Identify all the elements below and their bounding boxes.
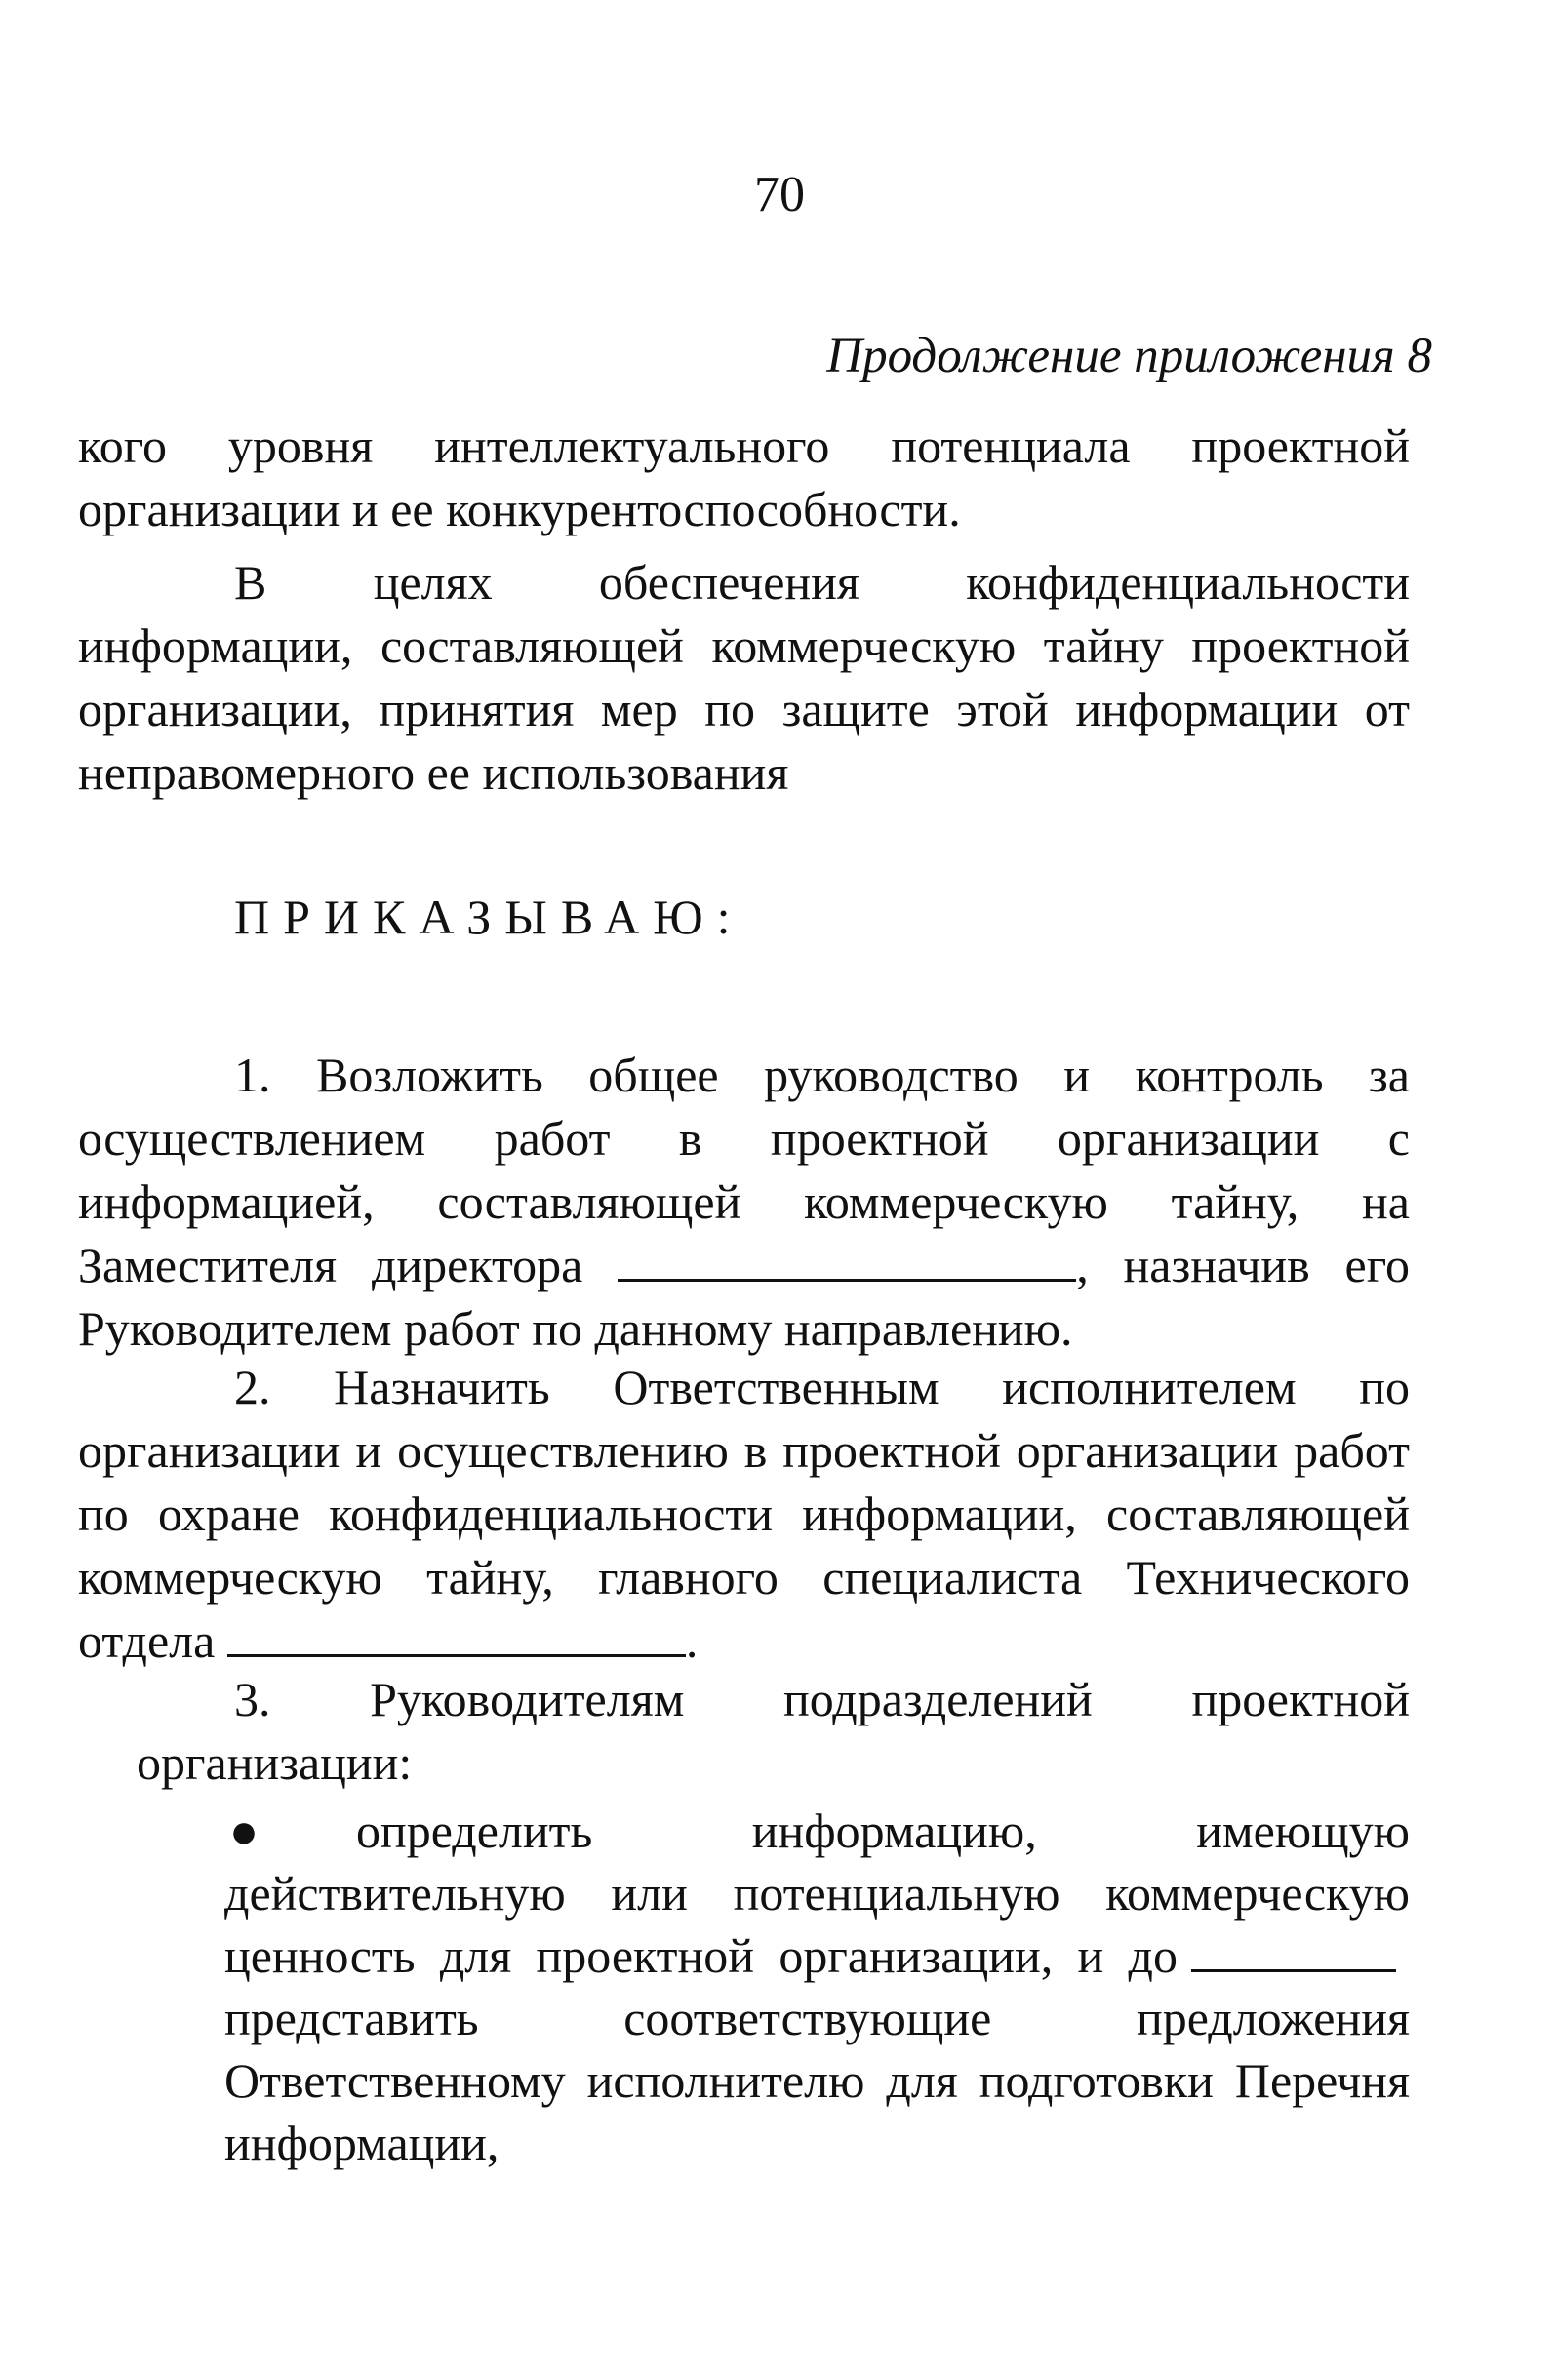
- preamble-paragraph: [78, 551, 1410, 805]
- order-item-1: [78, 1044, 1410, 1361]
- item-number: 2.: [234, 1360, 271, 1414]
- item-number: 1.: [234, 1048, 271, 1102]
- page-number: 70: [754, 167, 805, 222]
- item-text-continued: .: [685, 1613, 699, 1668]
- bullet-icon: ●: [228, 1804, 260, 1858]
- bullet-text-continued: представить соответствующие предложения Ответственному исполнителю для подготовки Перечня информации,: [224, 1991, 1410, 2170]
- item-number: 3.: [234, 1672, 271, 1726]
- bullet-list-item: [224, 1800, 1410, 2174]
- bullet-paragraph: [224, 1800, 1410, 2174]
- order-item-3: [137, 1668, 1410, 1795]
- item-text: Возложить общее руководство и контроль за осуществлением работ в проектной организации с информацией, составляющей коммерческую тайну, на Заместителя директора: [78, 1048, 1410, 1292]
- continuation-text: кого уровня интеллектуального потенциала проектной организации и ее конкурентоспособности.: [78, 418, 1410, 536]
- preamble-text: В целях обеспечения конфиденциальности информации, составляющей коммерческую тайну проектной организации, принятия мер по защите этой информации от неправомерного ее использования: [78, 555, 1410, 800]
- bullet-text: определить информацию, имеющую действительную или потенциальную коммерческую ценность для проектной организации, и до: [224, 1804, 1410, 1983]
- order-heading: ПРИКАЗЫВАЮ:: [234, 890, 744, 944]
- continuation-paragraph: [78, 415, 1410, 541]
- deadline-date-blank: [1191, 1928, 1396, 1972]
- deputy-director-name-blank: [618, 1238, 1076, 1282]
- item-text: Назначить Ответственным исполнителем по организации и осуществлению в проектной организации работ по охране конфиденциальности информации, составляющей коммерческую тайну, главного специалиста Технического отдела: [78, 1360, 1410, 1668]
- appendix-caption: Продолжение приложения 8: [826, 329, 1432, 383]
- chief-specialist-name-blank: [227, 1613, 686, 1657]
- item-text-continued: , назначив его Руководителем работ по данному направлению.: [78, 1238, 1410, 1356]
- order-item-2: [78, 1356, 1410, 1673]
- item-text: Руководителям подразделений проектной организации:: [137, 1672, 1410, 1790]
- order-item-2-paragraph: [78, 1356, 1410, 1673]
- order-item-3-paragraph: [137, 1668, 1410, 1795]
- order-item-1-paragraph: [78, 1044, 1410, 1361]
